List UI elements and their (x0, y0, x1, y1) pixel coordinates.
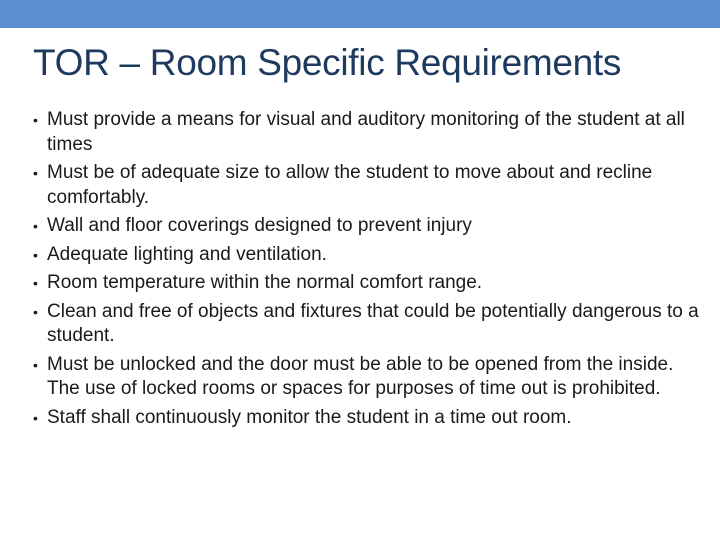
bullet-item (33, 271, 705, 296)
bullet-text: Adequate lighting and ventilation. (47, 243, 327, 265)
bullet-text: Room temperature within the normal comfort range. (47, 272, 483, 293)
top-accent-bar (0, 0, 720, 28)
bullet-icon: • (33, 303, 38, 320)
bullet-item (33, 243, 705, 268)
bullet-icon: • (33, 218, 38, 234)
bullet-icon: • (33, 275, 38, 291)
bullet-item (33, 108, 705, 157)
bullet-list (33, 108, 705, 434)
bullet-text: Must provide a means for visual and auditory monitoring of the student at all times (47, 109, 685, 155)
bullet-item (33, 214, 705, 239)
bullet-item (33, 300, 705, 349)
bullet-text: Clean and free of objects and fixtures that could be potentially dangerous to a student. (47, 300, 699, 346)
bullet-item (33, 406, 705, 431)
bullet-item (33, 353, 705, 402)
bullet-text: Staff shall continuously monitor the student in a time out room. (47, 406, 572, 428)
slide-title: TOR – Room Specific Requirements (33, 42, 622, 83)
bullet-item (33, 161, 705, 210)
bullet-icon: • (33, 165, 38, 181)
bullet-text: Must be unlocked and the door must be able to be opened from the inside. The use of locked rooms or spaces for purposes of time out is prohibited. (47, 353, 674, 399)
bullet-icon: • (33, 409, 38, 426)
bullet-text: Wall and floor coverings designed to prevent injury (47, 215, 472, 236)
bullet-icon: • (33, 356, 38, 373)
bullet-icon: • (33, 246, 38, 263)
bullet-icon: • (33, 112, 38, 128)
bullet-text: Must be of adequate size to allow the student to move about and recline comfortably. (47, 162, 653, 208)
